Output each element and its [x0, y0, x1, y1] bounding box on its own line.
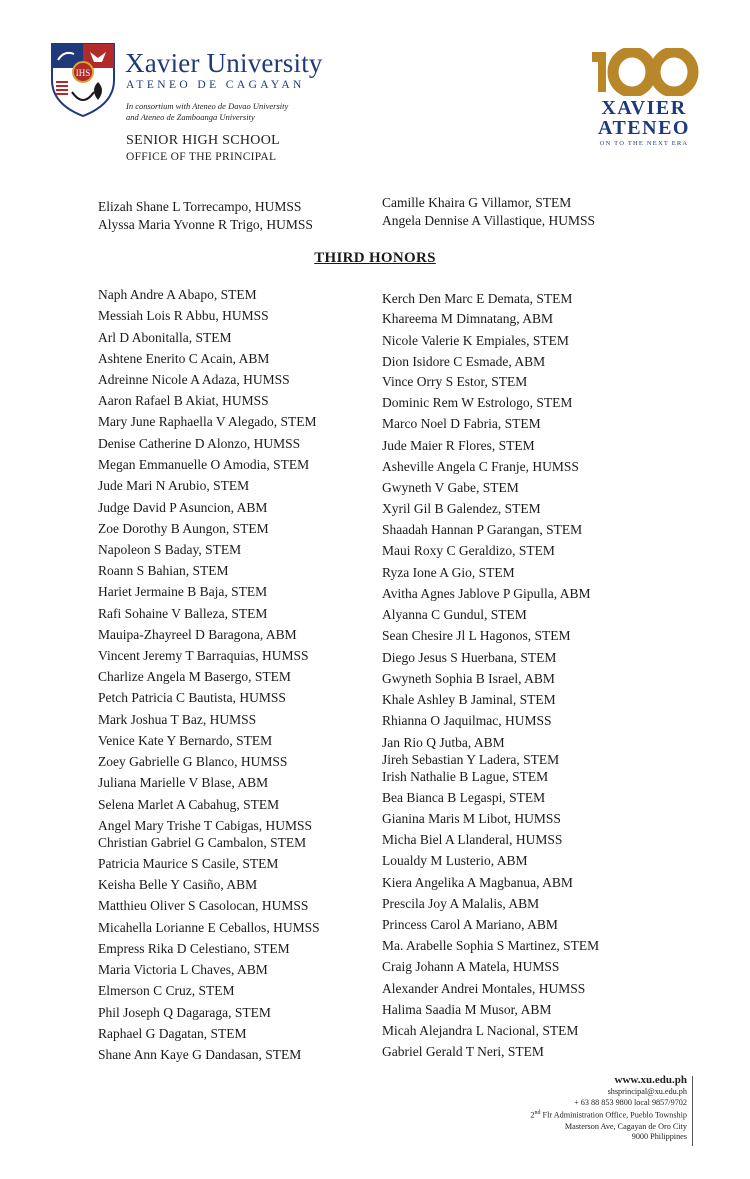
list-item: Christian Gabriel G Cambalon, STEM [98, 835, 307, 850]
list-item: Gianina Maris M Libot, HUMSS [382, 811, 561, 826]
list-item: Vincent Jeremy T Barraquias, HUMSS [98, 648, 309, 663]
list-item: Maui Roxy C Geraldizo, STEM [382, 543, 555, 558]
list-item: Maria Victoria L Chaves, ABM [98, 962, 268, 977]
list-item: Camille Khaira G Villamor, STEM [382, 195, 572, 210]
list-item: Princess Carol A Mariano, ABM [382, 917, 558, 932]
list-item: Asheville Angela C Franje, HUMSS [382, 459, 579, 474]
office-name: OFFICE OF THE PRINCIPAL [126, 151, 277, 163]
centennial-ateneo: ATENEO [598, 117, 690, 139]
list-item: Venice Kate Y Bernardo, STEM [98, 733, 273, 748]
centennial-100-icon [588, 48, 700, 96]
university-subtitle: ATENEO DE CAGAYAN [126, 79, 305, 91]
list-item: Kiera Angelika A Magbanua, ABM [382, 875, 573, 890]
list-item: Aaron Rafael B Akiat, HUMSS [98, 393, 269, 408]
university-seal-icon [50, 42, 116, 118]
list-item: Messiah Lois R Abbu, HUMSS [98, 308, 269, 323]
previous-honors-right [382, 194, 595, 229]
list-item: Keisha Belle Y Casiño, ABM [98, 877, 258, 892]
footer-address-3: 9000 Philippines [631, 1132, 687, 1142]
list-item: Megan Emmanuelle O Amodia, STEM [98, 457, 310, 472]
list-item: Halima Saadia M Musor, ABM [382, 1002, 552, 1017]
previous-honors-left [98, 198, 313, 233]
list-item: Kerch Den Marc E Demata, STEM [382, 291, 573, 306]
list-item: Raphael G Dagatan, STEM [98, 1026, 247, 1041]
list-item: Jude Mari N Arubio, STEM [98, 478, 250, 493]
list-item: Rafi Sohaine V Balleza, STEM [98, 606, 268, 621]
footer-address-1: 2nd Flr Administration Office, Pueblo Township [530, 1110, 687, 1120]
list-item: Mary June Raphaella V Alegado, STEM [98, 414, 317, 429]
list-item: Micahella Lorianne E Ceballos, HUMSS [98, 920, 320, 935]
footer-phone: + 63 88 853 9800 local 9857/9702 [574, 1097, 687, 1107]
list-item: Adreinne Nicole A Adaza, HUMSS [98, 372, 290, 387]
list-item: Angel Mary Trishe T Cabigas, HUMSS [98, 818, 313, 833]
list-item: Irish Nathalie B Lague, STEM [382, 769, 549, 784]
list-item: Zoey Gabrielle G Blanco, HUMSS [98, 754, 288, 769]
consortium-note [126, 101, 288, 122]
centennial-logo [588, 48, 708, 156]
consortium-line-1: In consortium with Ateneo de Davao University [126, 101, 289, 111]
section-title-third-honors: THIRD HONORS [314, 250, 436, 266]
list-item: Selena Marlet A Cabahug, STEM [98, 797, 280, 812]
list-item: Jan Rio Q Jutba, ABM [382, 735, 505, 750]
list-item: Jireh Sebastian Y Ladera, STEM [382, 752, 560, 767]
list-item: Jude Maier R Flores, STEM [382, 438, 535, 453]
list-item: Mauipa-Zhayreel D Baragona, ABM [98, 627, 297, 642]
list-item: Roann S Bahian, STEM [98, 563, 229, 578]
footer-divider [692, 1076, 693, 1146]
list-item: Denise Catherine D Alonzo, HUMSS [98, 436, 301, 451]
list-item: Micah Alejandra L Nacional, STEM [382, 1023, 579, 1038]
footer-contact [530, 1073, 687, 1143]
list-item: Petch Patricia C Bautista, HUMSS [98, 690, 286, 705]
centennial-tagline: ON TO THE NEXT ERA [599, 140, 689, 147]
list-item: Bea Bianca B Legaspi, STEM [382, 790, 546, 805]
svg-text:IHS: IHS [75, 68, 91, 78]
list-item: Marco Noel D Fabria, STEM [382, 416, 541, 431]
list-item: Judge David P Asuncion, ABM [98, 500, 268, 515]
centennial-xavier: XAVIER [601, 97, 687, 119]
list-item: Juliana Marielle V Blase, ABM [98, 775, 269, 790]
list-item: Prescila Joy A Malalis, ABM [382, 896, 540, 911]
list-item: Elmerson C Cruz, STEM [98, 983, 235, 998]
list-item: Nicole Valerie K Empiales, STEM [382, 333, 569, 348]
footer-website: www.xu.edu.ph [614, 1074, 687, 1086]
school-name: SENIOR HIGH SCHOOL [126, 133, 280, 148]
list-item: Angela Dennise A Villastique, HUMSS [382, 212, 596, 228]
list-item: Alexander Andrei Montales, HUMSS [382, 981, 586, 996]
list-item: Gwyneth V Gabe, STEM [382, 480, 519, 495]
list-item: Zoe Dorothy B Aungon, STEM [98, 521, 269, 536]
list-item: Alyanna C Gundul, STEM [382, 607, 527, 622]
list-item: Avitha Agnes Jablove P Gipulla, ABM [382, 586, 591, 601]
list-item: Craig Johann A Matela, HUMSS [382, 959, 560, 974]
list-item: Shaadah Hannan P Garangan, STEM [382, 522, 583, 537]
consortium-line-2: and Ateneo de Zamboanga University [126, 111, 255, 122]
list-item: Arl D Abonitalla, STEM [98, 330, 232, 345]
list-item: Alyssa Maria Yvonne R Trigo, HUMSS [98, 216, 313, 232]
list-item: Micha Biel A Llanderal, HUMSS [382, 832, 563, 847]
list-item: Sean Chesire Jl L Hagonos, STEM [382, 628, 571, 643]
list-item: Elizah Shane L Torrecampo, HUMSS [98, 199, 302, 214]
list-item: Khareema M Dimnatang, ABM [382, 311, 553, 326]
list-item: Empress Rika D Celestiano, STEM [98, 941, 290, 956]
list-item: Mark Joshua T Baz, HUMSS [98, 712, 257, 727]
list-item: Ashtene Enerito C Acain, ABM [98, 351, 270, 366]
list-item: Gabriel Gerald T Neri, STEM [382, 1044, 544, 1059]
list-item: Loualdy M Lusterio, ABM [382, 853, 528, 868]
list-item: Ryza Ione A Gio, STEM [382, 565, 515, 580]
list-item: Napoleon S Baday, STEM [98, 542, 242, 557]
footer-address-2: Masterson Ave, Cagayan de Oro City [564, 1121, 687, 1131]
university-name: Xavier University [125, 48, 323, 78]
list-item: Dominic Rem W Estrologo, STEM [382, 395, 573, 410]
list-item: Ma. Arabelle Sophia S Martinez, STEM [382, 938, 600, 953]
list-item: Rhianna O Jaquilmac, HUMSS [382, 713, 552, 728]
list-item: Vince Orry S Estor, STEM [382, 374, 528, 389]
list-item: Gwyneth Sophia B Israel, ABM [382, 671, 555, 686]
list-item: Charlize Angela M Basergo, STEM [98, 669, 291, 684]
list-item: Hariet Jermaine B Baja, STEM [98, 584, 268, 599]
list-item: Diego Jesus S Huerbana, STEM [382, 650, 557, 665]
list-item: Matthieu Oliver S Casolocan, HUMSS [98, 898, 309, 913]
list-item: Naph Andre A Abapo, STEM [98, 287, 257, 302]
footer-email: shsprincipal@xu.edu.ph [607, 1087, 687, 1096]
list-item: Phil Joseph Q Dagaraga, STEM [98, 1005, 271, 1020]
list-item: Khale Ashley B Jaminal, STEM [382, 692, 556, 707]
list-item: Shane Ann Kaye G Dandasan, STEM [98, 1047, 302, 1062]
list-item: Patricia Maurice S Casile, STEM [98, 856, 279, 871]
list-item: Dion Isidore C Esmade, ABM [382, 354, 546, 369]
list-item: Xyril Gil B Galendez, STEM [382, 501, 541, 516]
